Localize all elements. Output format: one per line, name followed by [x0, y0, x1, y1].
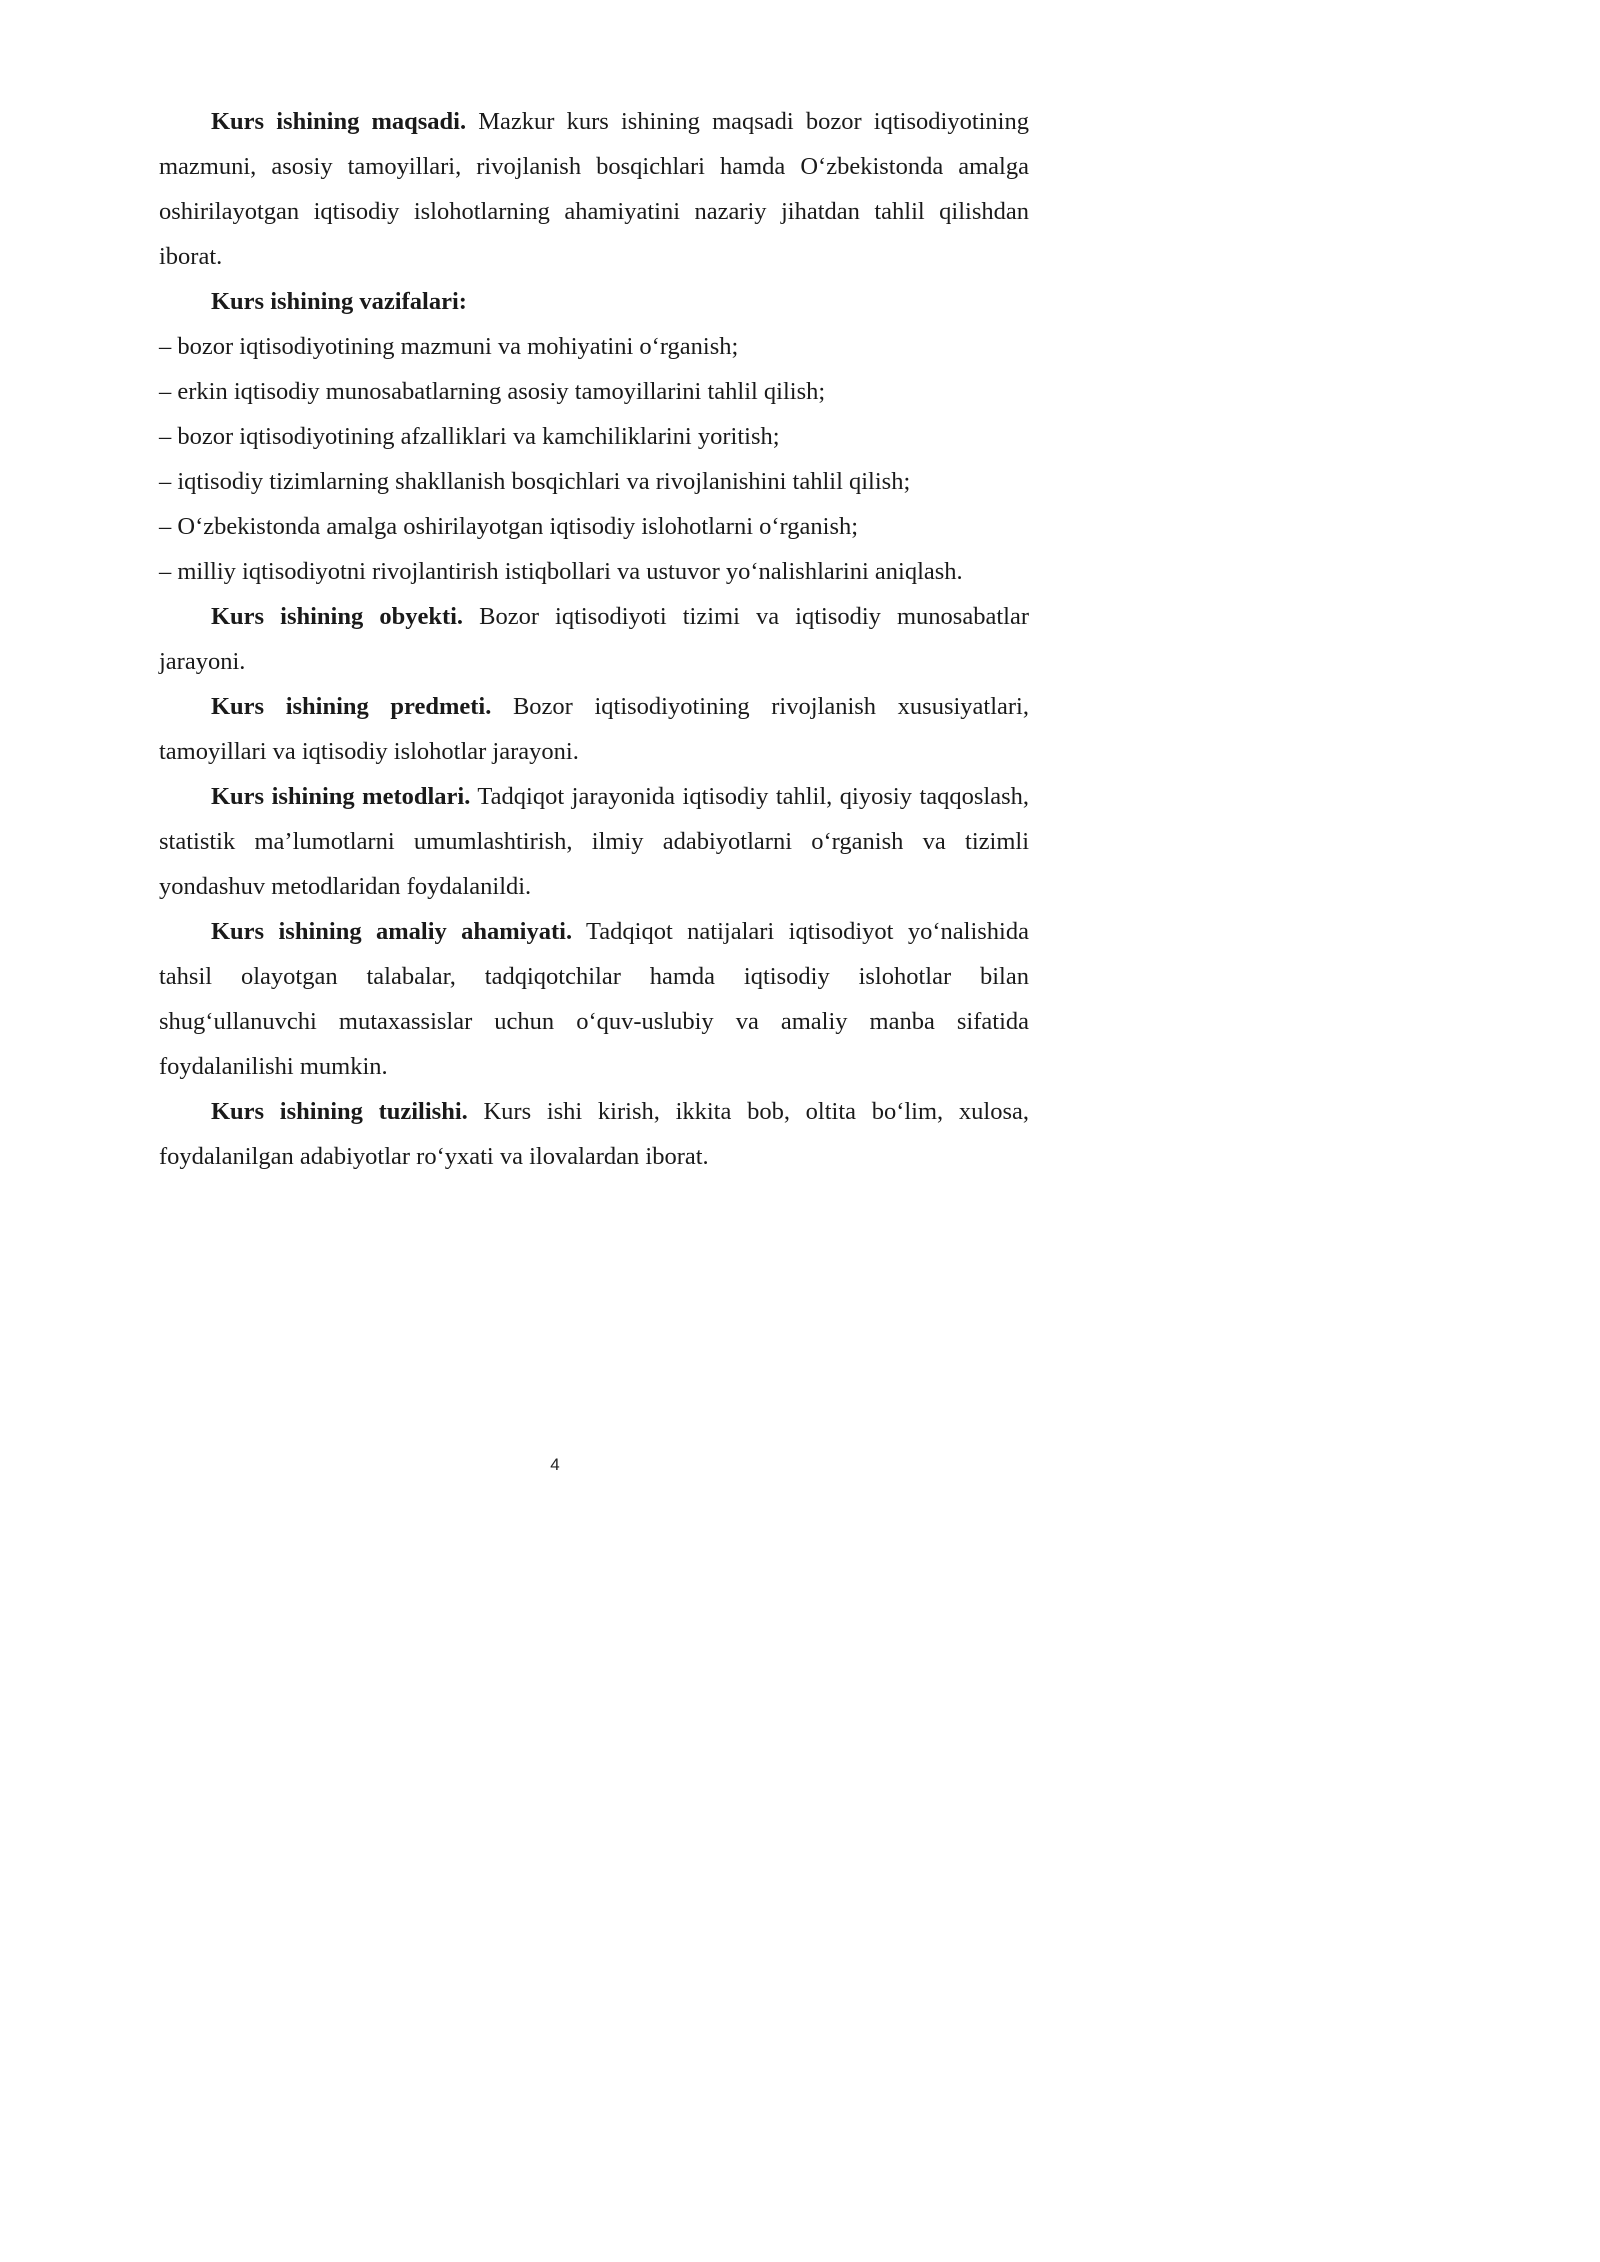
- text-goal: Mazkur kurs ishining maqsadi bozor iqtisodiyotining mazmuni, asosiy tamoyillari, rivojlanish bosqichlari hamda O‘zbekistonda amalga oshirilayotgan iqtisodiy islohotlarning ahamiyatini nazariy jihatdan tahlil qilishdan iborat.: [159, 108, 1029, 270]
- heading-subject: Kurs ishining predmeti.: [211, 693, 492, 720]
- heading-structure: Kurs ishining tuzilishi.: [211, 1098, 468, 1125]
- task-item: – O‘zbekistonda amalga oshirilayotgan iqtisodiy islohotlarni o‘rganish;: [159, 513, 859, 540]
- task-item: – milliy iqtisodiyotni rivojlantirish istiqbollari va ustuvor yo‘nalishlarini aniqlash.: [159, 558, 963, 585]
- heading-tasks: Kurs ishining vazifalari:: [211, 288, 467, 315]
- paragraph-subject: [159, 684, 1029, 774]
- heading-goal: Kurs ishining maqsadi.: [211, 108, 467, 135]
- page-number: 4: [550, 1455, 560, 1474]
- paragraph-structure: [159, 1089, 1029, 1179]
- task-item: – bozor iqtisodiyotining afzalliklari va kamchiliklarini yoritish;: [159, 423, 780, 450]
- document-page: [0, 0, 1110, 1569]
- text-methods: Tadqiqot jarayonida iqtisodiy tahlil, qiyosiy taqqoslash, statistik ma’lumotlarni umumlashtirish, ilmiy adabiyotlarni o‘rganish va tizimli yondashuv metodlaridan foydalanildi.: [159, 783, 1029, 900]
- heading-object: Kurs ishining obyekti.: [211, 603, 464, 630]
- paragraph-object: [159, 594, 1029, 684]
- task-item: – iqtisodiy tizimlarning shakllanish bosqichlari va rivojlanishini tahlil qilish;: [159, 468, 911, 495]
- page-body: [159, 99, 1029, 1179]
- text-subject: Bozor iqtisodiyotining rivojlanish xususiyatlari, tamoyillari va iqtisodiy islohotlar jarayoni.: [159, 693, 1029, 765]
- paragraph-methods: [159, 774, 1029, 909]
- paragraph-goal: [159, 99, 1029, 279]
- text-object: Bozor iqtisodiyoti tizimi va iqtisodiy munosabatlar jarayoni.: [159, 603, 1029, 675]
- text-practical-value: Tadqiqot natijalari iqtisodiyot yo‘nalishida tahsil olayotgan talabalar, tadqiqotchilar hamda iqtisodiy islohotlar bilan shug‘ullanuvchi mutaxassislar uchun o‘quv-uslubiy va amaliy manba sifatida foydalanilishi mumkin.: [159, 918, 1029, 1080]
- heading-practical-value: Kurs ishining amaliy ahamiyati.: [211, 918, 573, 945]
- task-item: – erkin iqtisodiy munosabatlarning asosiy tamoyillarini tahlil qilish;: [159, 378, 826, 405]
- task-item: – bozor iqtisodiyotining mazmuni va mohiyatini o‘rganish;: [159, 333, 739, 360]
- paragraph-tasks-heading: [159, 279, 1029, 324]
- heading-methods: Kurs ishining metodlari.: [211, 783, 471, 810]
- paragraph-practical-value: [159, 909, 1029, 1089]
- text-structure: Kurs ishi kirish, ikkita bob, oltita bo‘lim, xulosa, foydalanilgan adabiyotlar ro‘yxati va ilovalardan iborat.: [159, 1098, 1029, 1170]
